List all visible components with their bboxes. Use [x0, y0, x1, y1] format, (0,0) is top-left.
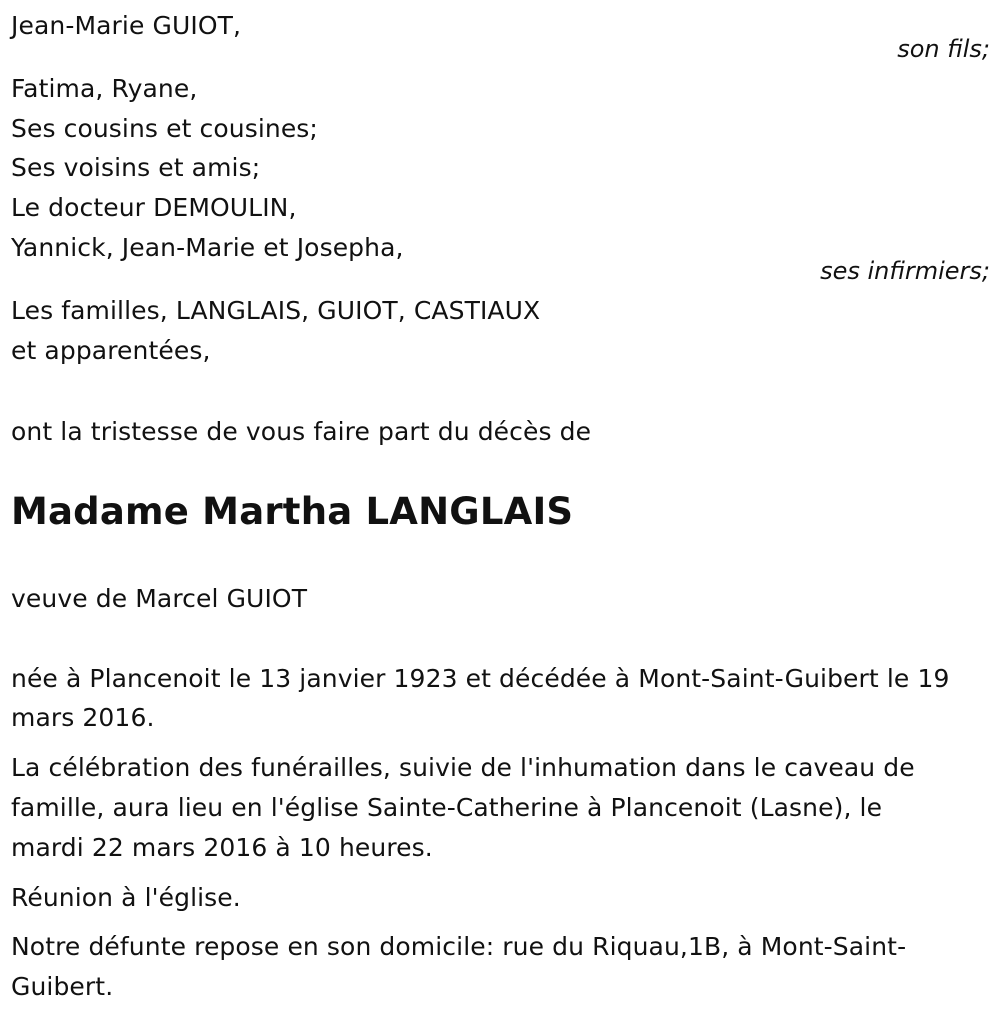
- rest-place-line-1: Notre défunte repose en son domicile: rue du Riquau,1B, à Mont-Saint-: [11, 932, 907, 961]
- family-cousins: Ses cousins et cousines;: [11, 114, 318, 143]
- families-related: et apparentées,: [11, 336, 211, 365]
- funeral-line-2: famille, aura lieu en l'église Sainte-Catherine à Plancenoit (Lasne), le: [11, 793, 883, 822]
- birth-death-line-1: née à Plancenoit le 13 janvier 1923 et décédée à Mont-Saint-Guibert le 19: [11, 664, 950, 693]
- family-neighbours-friends: Ses voisins et amis;: [11, 153, 261, 182]
- family-doctor: Le docteur DEMOULIN,: [11, 193, 297, 222]
- birth-death-line-2: mars 2016.: [11, 703, 155, 732]
- relation-note-son: son fils;: [897, 35, 990, 63]
- meeting-line: Réunion à l'église.: [11, 883, 241, 912]
- family-member-grandchildren: Fatima, Ryane,: [11, 74, 198, 103]
- announcement-text: ont la tristesse de vous faire part du décès de: [11, 417, 592, 446]
- family-member-son: Jean-Marie GUIOT,: [11, 11, 242, 40]
- funeral-line-1: La célébration des funérailles, suivie de l'inhumation dans le caveau de: [11, 753, 915, 782]
- funeral-line-3: mardi 22 mars 2016 à 10 heures.: [11, 833, 433, 862]
- rest-place-line-2: Guibert.: [11, 972, 114, 1001]
- family-nurses-names: Yannick, Jean-Marie et Josepha,: [11, 233, 404, 262]
- families-list: Les familles, LANGLAIS, GUIOT, CASTIAUX: [11, 296, 541, 325]
- deceased-name: Madame Martha LANGLAIS: [11, 490, 574, 533]
- relation-note-nurses: ses infirmiers;: [820, 257, 990, 285]
- widow-of: veuve de Marcel GUIOT: [11, 584, 308, 613]
